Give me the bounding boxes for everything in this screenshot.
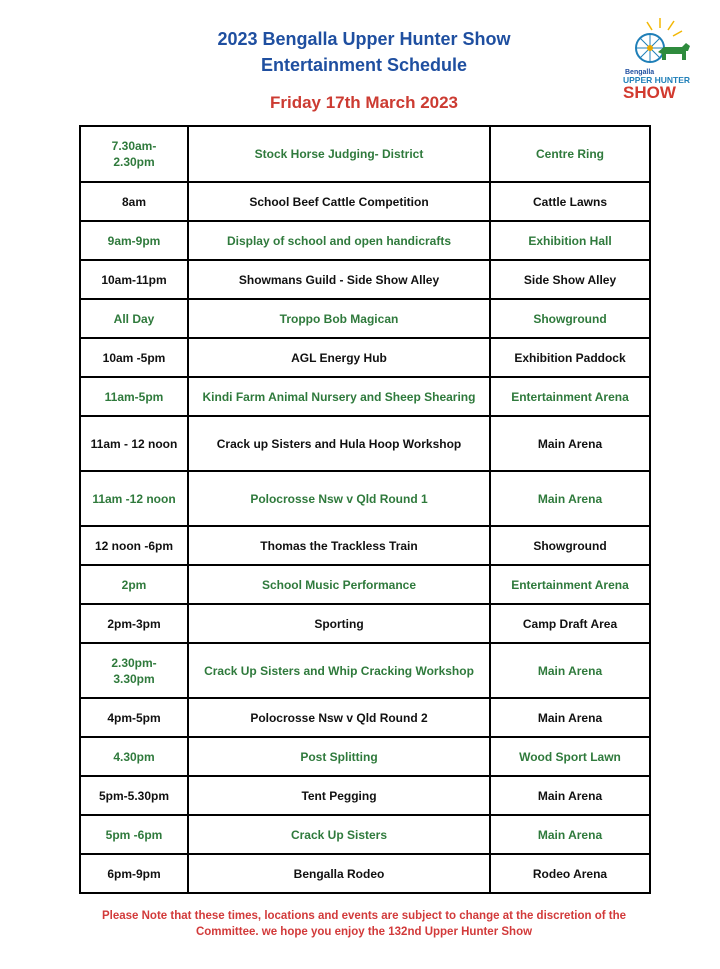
schedule-row xyxy=(80,565,650,604)
location-cell: Side Show Alley xyxy=(490,260,650,299)
event-cell: Kindi Farm Animal Nursery and Sheep Shearing xyxy=(188,377,490,416)
title-line-2: Entertainment Schedule xyxy=(260,55,468,75)
location-cell: Exhibition Hall xyxy=(490,221,650,260)
event-cell: Display of school and open handicrafts xyxy=(188,221,490,260)
schedule-row xyxy=(80,260,650,299)
location-cell: Main Arena xyxy=(490,698,650,737)
schedule-row xyxy=(80,526,650,565)
time-cell: 11am-5pm xyxy=(80,377,188,416)
event-cell: Sporting xyxy=(188,604,490,643)
time-cell: 7.30am- 2.30pm xyxy=(80,126,188,182)
location-cell: Entertainment Arena xyxy=(490,565,650,604)
event-cell: Polocrosse Nsw v Qld Round 1 xyxy=(188,471,490,526)
location-cell: Cattle Lawns xyxy=(490,182,650,221)
show-logo xyxy=(620,14,700,100)
time-cell: 4pm-5pm xyxy=(80,698,188,737)
time-cell: 10am-11pm xyxy=(80,260,188,299)
time-cell: 12 noon -6pm xyxy=(80,526,188,565)
note-line-1: Please Note that these times, locations and events are subject to change at the discretion of the xyxy=(101,910,627,922)
event-cell: School Music Performance xyxy=(188,565,490,604)
location-cell: Rodeo Arena xyxy=(490,854,650,893)
schedule-row xyxy=(80,854,650,893)
event-cell: Thomas the Trackless Train xyxy=(188,526,490,565)
event-cell: School Beef Cattle Competition xyxy=(188,182,490,221)
location-cell: Main Arena xyxy=(490,643,650,698)
note-line-2: Committee. we hope you enjoy the 132nd Upper Hunter Show xyxy=(195,926,533,938)
schedule-row xyxy=(80,698,650,737)
time-cell: 9am-9pm xyxy=(80,221,188,260)
schedule-row xyxy=(80,737,650,776)
time-cell: 8am xyxy=(80,182,188,221)
schedule-row xyxy=(80,377,650,416)
schedule-row xyxy=(80,126,650,182)
page-title xyxy=(0,26,720,78)
event-cell: Tent Pegging xyxy=(188,776,490,815)
location-cell: Wood Sport Lawn xyxy=(490,737,650,776)
time-cell: All Day xyxy=(80,299,188,338)
location-cell: Centre Ring xyxy=(490,126,650,182)
schedule-row xyxy=(80,338,650,377)
time-cell: 2.30pm- 3.30pm xyxy=(80,643,188,698)
event-cell: Crack Up Sisters xyxy=(188,815,490,854)
time-cell: 11am -12 noon xyxy=(80,471,188,526)
event-cell: Stock Horse Judging- District xyxy=(188,126,490,182)
location-cell: Camp Draft Area xyxy=(490,604,650,643)
time-cell: 5pm-5.30pm xyxy=(80,776,188,815)
schedule-row xyxy=(80,815,650,854)
location-cell: Main Arena xyxy=(490,416,650,471)
event-cell: Showmans Guild - Side Show Alley xyxy=(188,260,490,299)
location-cell: Showground xyxy=(490,299,650,338)
event-cell: AGL Energy Hub xyxy=(188,338,490,377)
schedule-row xyxy=(80,221,650,260)
time-cell: 2pm xyxy=(80,565,188,604)
schedule-row xyxy=(80,776,650,815)
location-cell: Exhibition Paddock xyxy=(490,338,650,377)
ferris-wheel-cow-icon xyxy=(636,18,690,62)
event-cell: Crack up Sisters and Hula Hoop Workshop xyxy=(188,416,490,471)
event-cell: Polocrosse Nsw v Qld Round 2 xyxy=(188,698,490,737)
time-cell: 11am - 12 noon xyxy=(80,416,188,471)
logo-small-text: Bengalla xyxy=(625,69,655,76)
schedule-row xyxy=(80,643,650,698)
location-cell: Entertainment Arena xyxy=(490,377,650,416)
location-cell: Main Arena xyxy=(490,471,650,526)
location-cell: Main Arena xyxy=(490,776,650,815)
schedule-row xyxy=(80,471,650,526)
time-cell: 6pm-9pm xyxy=(80,854,188,893)
title-line-1: 2023 Bengalla Upper Hunter Show xyxy=(217,29,511,49)
logo-line-2: SHOW xyxy=(623,83,676,100)
time-cell: 2pm-3pm xyxy=(80,604,188,643)
disclaimer-note xyxy=(70,908,658,940)
location-cell: Main Arena xyxy=(490,815,650,854)
time-cell: 4.30pm xyxy=(80,737,188,776)
schedule-body xyxy=(80,126,650,893)
schedule-row xyxy=(80,416,650,471)
time-cell: 5pm -6pm xyxy=(80,815,188,854)
location-cell: Showground xyxy=(490,526,650,565)
event-cell: Crack Up Sisters and Whip Cracking Workshop xyxy=(188,643,490,698)
time-cell: 10am -5pm xyxy=(80,338,188,377)
event-cell: Troppo Bob Magican xyxy=(188,299,490,338)
event-cell: Bengalla Rodeo xyxy=(188,854,490,893)
schedule-row xyxy=(80,299,650,338)
schedule-row xyxy=(80,604,650,643)
logo-line-1: UPPER HUNTER xyxy=(623,75,691,85)
schedule-row xyxy=(80,182,650,221)
schedule-date: Friday 17th March 2023 xyxy=(269,93,459,112)
schedule-table xyxy=(79,125,651,894)
event-cell: Post Splitting xyxy=(188,737,490,776)
